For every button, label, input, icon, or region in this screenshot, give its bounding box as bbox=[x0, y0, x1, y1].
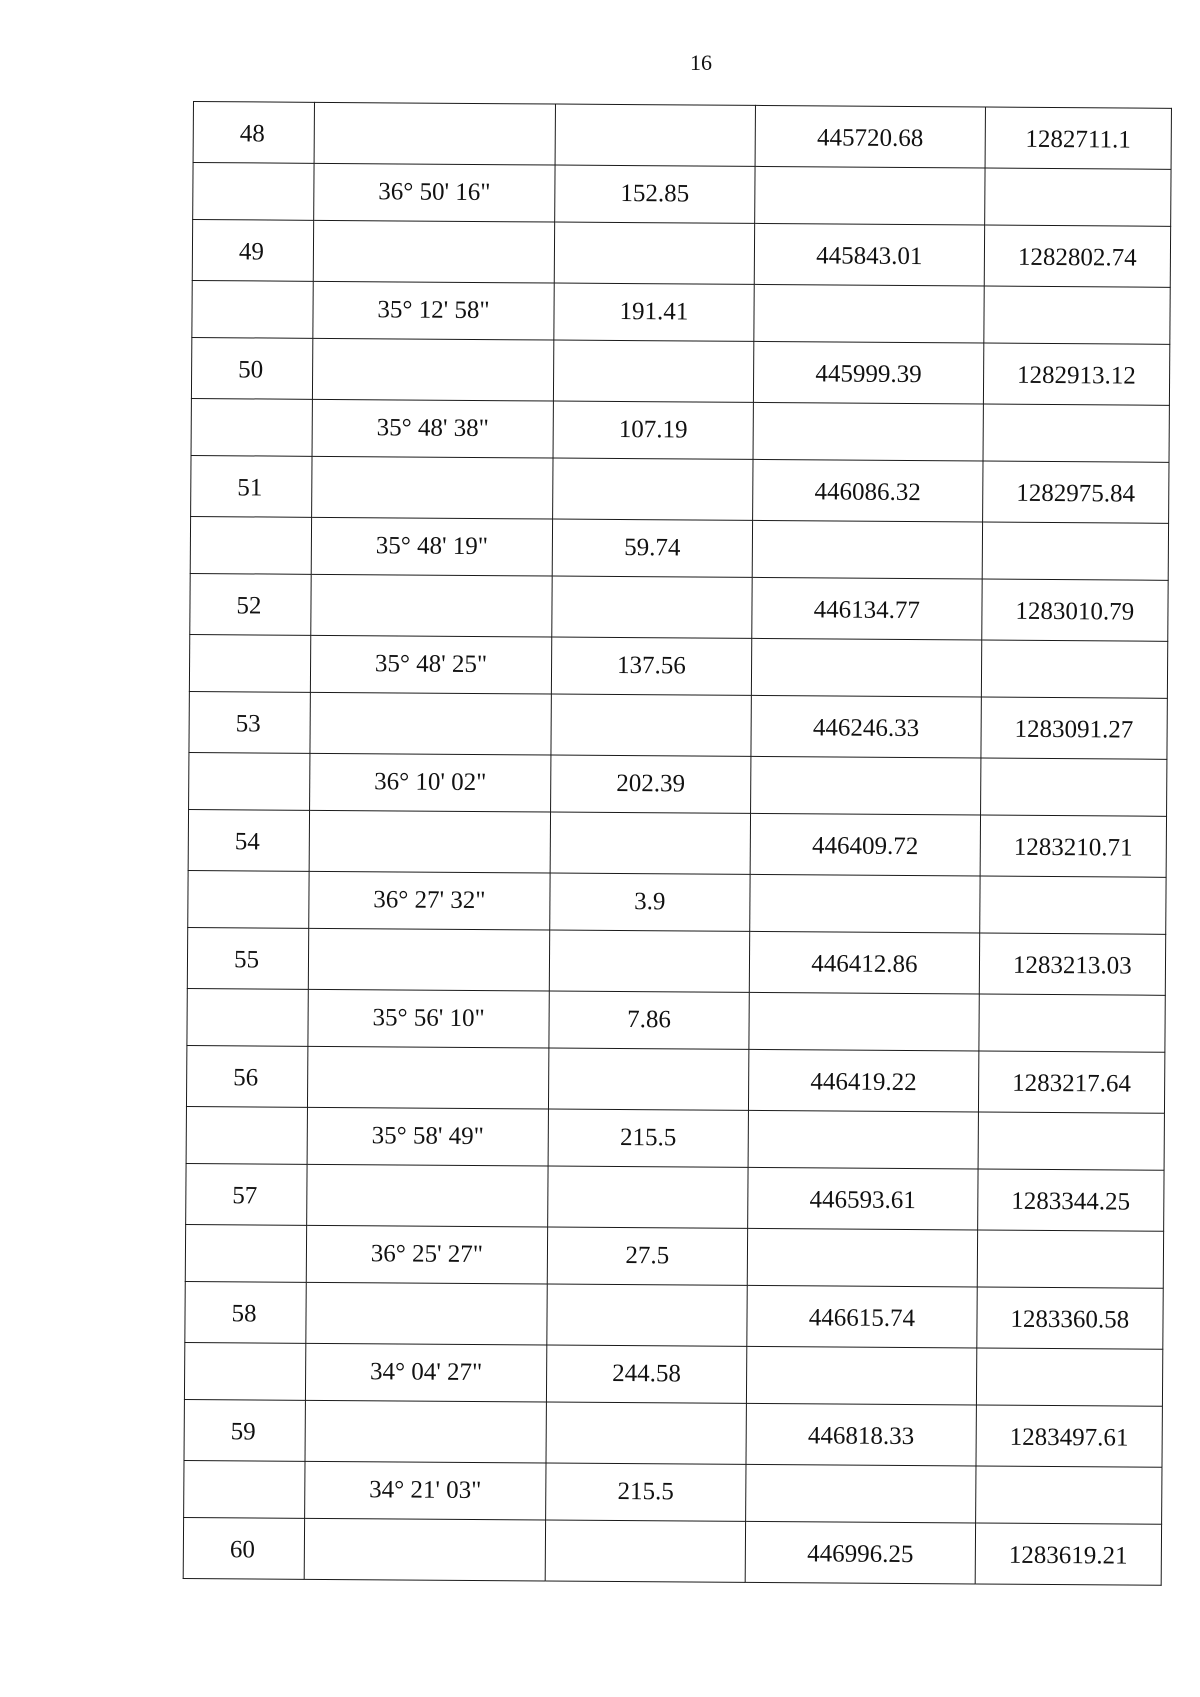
point-number-cell: 52 bbox=[190, 573, 312, 635]
point-number-cell: 50 bbox=[191, 337, 313, 399]
bearing-cell: 34° 21' 03" bbox=[305, 1461, 546, 1520]
bearing-cell: 34° 04' 27" bbox=[306, 1343, 547, 1402]
point-number-cell: 53 bbox=[189, 691, 311, 753]
x-coordinate-cell bbox=[750, 874, 980, 933]
station-row bbox=[191, 337, 1169, 405]
bearing-cell: 35° 56' 10" bbox=[308, 989, 549, 1048]
x-coordinate-cell bbox=[751, 756, 981, 815]
x-coordinate-cell bbox=[749, 992, 979, 1051]
bearing-cell bbox=[310, 692, 551, 755]
leg-row bbox=[186, 1106, 1164, 1170]
station-row bbox=[185, 1281, 1163, 1349]
bearing-cell bbox=[312, 456, 553, 519]
y-coordinate-cell: 1283010.79 bbox=[981, 579, 1168, 641]
y-coordinate-cell bbox=[979, 876, 1166, 934]
x-coordinate-cell bbox=[752, 520, 982, 579]
distance-cell bbox=[547, 1284, 748, 1346]
bearing-cell: 35° 58' 49" bbox=[307, 1107, 548, 1166]
y-coordinate-cell: 1283217.64 bbox=[978, 1051, 1165, 1113]
distance-cell bbox=[547, 1166, 748, 1228]
leg-row bbox=[184, 1342, 1162, 1406]
distance-cell bbox=[553, 340, 754, 402]
y-coordinate-cell bbox=[980, 758, 1167, 816]
station-row bbox=[192, 220, 1170, 288]
leg-row bbox=[185, 1224, 1163, 1288]
leg-row bbox=[187, 988, 1165, 1052]
x-coordinate-cell bbox=[755, 166, 985, 225]
x-coordinate-cell: 446134.77 bbox=[752, 577, 982, 640]
y-coordinate-cell bbox=[983, 404, 1170, 462]
distance-cell bbox=[545, 1520, 746, 1582]
bearing-cell bbox=[311, 574, 552, 637]
leg-row bbox=[184, 1460, 1162, 1524]
bearing-cell bbox=[309, 928, 550, 991]
point-number-cell bbox=[185, 1224, 307, 1282]
bearing-cell bbox=[307, 1164, 548, 1227]
y-coordinate-cell bbox=[984, 286, 1171, 344]
distance-cell: 27.5 bbox=[547, 1227, 748, 1285]
y-coordinate-cell: 1283210.71 bbox=[980, 815, 1167, 877]
point-number-cell bbox=[184, 1342, 306, 1400]
distance-cell: 3.9 bbox=[549, 873, 750, 931]
x-coordinate-cell bbox=[746, 1464, 976, 1523]
distance-cell: 152.85 bbox=[554, 165, 755, 223]
leg-row bbox=[188, 870, 1166, 934]
point-number-cell: 59 bbox=[184, 1399, 306, 1461]
leg-row bbox=[191, 398, 1169, 462]
y-coordinate-cell bbox=[984, 168, 1171, 226]
point-number-cell bbox=[188, 870, 310, 928]
distance-cell: 202.39 bbox=[550, 755, 751, 813]
distance-cell bbox=[555, 104, 756, 166]
survey-coordinates-table bbox=[183, 101, 1172, 1586]
distance-cell: 191.41 bbox=[554, 283, 755, 341]
bearing-cell: 35° 48' 25" bbox=[311, 635, 552, 694]
distance-cell bbox=[551, 694, 752, 756]
bearing-cell: 36° 25' 27" bbox=[307, 1225, 548, 1284]
x-coordinate-cell bbox=[748, 1110, 978, 1169]
point-number-cell bbox=[191, 398, 313, 456]
bearing-cell bbox=[304, 1518, 545, 1581]
station-row bbox=[190, 573, 1168, 641]
leg-row bbox=[192, 280, 1170, 344]
bearing-cell bbox=[313, 338, 554, 401]
distance-cell bbox=[546, 1402, 747, 1464]
x-coordinate-cell bbox=[747, 1228, 977, 1287]
y-coordinate-cell bbox=[978, 1112, 1165, 1170]
distance-cell: 107.19 bbox=[553, 401, 754, 459]
x-coordinate-cell: 445720.68 bbox=[755, 105, 985, 168]
x-coordinate-cell: 446412.86 bbox=[749, 931, 979, 994]
x-coordinate-cell: 446818.33 bbox=[746, 1403, 976, 1466]
bearing-cell: 36° 27' 32" bbox=[309, 871, 550, 930]
point-number-cell: 56 bbox=[186, 1045, 308, 1107]
x-coordinate-cell: 445999.39 bbox=[754, 341, 984, 404]
station-row bbox=[186, 1045, 1164, 1113]
station-row bbox=[184, 1399, 1162, 1467]
y-coordinate-cell: 1283344.25 bbox=[977, 1169, 1164, 1231]
point-number-cell: 57 bbox=[186, 1163, 308, 1225]
y-coordinate-cell bbox=[976, 1348, 1163, 1406]
y-coordinate-cell bbox=[982, 522, 1169, 580]
bearing-cell bbox=[308, 1046, 549, 1109]
distance-cell bbox=[552, 458, 753, 520]
bearing-cell bbox=[314, 102, 555, 165]
y-coordinate-cell: 1282711.1 bbox=[985, 107, 1172, 169]
y-coordinate-cell: 1283619.21 bbox=[975, 1523, 1162, 1585]
point-number-cell: 58 bbox=[185, 1281, 307, 1343]
x-coordinate-cell: 445843.01 bbox=[754, 223, 984, 286]
y-coordinate-cell: 1283091.27 bbox=[981, 697, 1168, 759]
point-number-cell bbox=[193, 163, 315, 221]
distance-cell bbox=[548, 1048, 749, 1110]
leg-row bbox=[189, 634, 1167, 698]
station-row bbox=[183, 1517, 1161, 1585]
point-number-cell: 49 bbox=[192, 220, 314, 282]
bearing-cell bbox=[306, 1282, 547, 1345]
distance-cell: 7.86 bbox=[549, 991, 750, 1049]
point-number-cell: 60 bbox=[183, 1517, 305, 1579]
point-number-cell bbox=[186, 1106, 308, 1164]
leg-row bbox=[193, 163, 1171, 227]
x-coordinate-cell: 446246.33 bbox=[751, 695, 981, 758]
y-coordinate-cell: 1283360.58 bbox=[977, 1287, 1164, 1349]
point-number-cell: 54 bbox=[188, 809, 310, 871]
y-coordinate-cell: 1283497.61 bbox=[976, 1405, 1163, 1467]
y-coordinate-cell bbox=[981, 640, 1168, 698]
y-coordinate-cell: 1282913.12 bbox=[983, 343, 1170, 405]
y-coordinate-cell: 1283213.03 bbox=[979, 933, 1166, 995]
distance-cell: 215.5 bbox=[548, 1109, 749, 1167]
leg-row bbox=[189, 752, 1167, 816]
distance-cell: 59.74 bbox=[552, 519, 753, 577]
distance-cell bbox=[549, 930, 750, 992]
point-number-cell: 51 bbox=[191, 455, 313, 517]
point-number-cell: 48 bbox=[193, 102, 315, 164]
station-row bbox=[189, 691, 1167, 759]
y-coordinate-cell bbox=[977, 1230, 1164, 1288]
x-coordinate-cell: 446996.25 bbox=[745, 1521, 975, 1584]
table-body bbox=[183, 102, 1171, 1586]
y-coordinate-cell bbox=[975, 1466, 1162, 1524]
x-coordinate-cell bbox=[753, 402, 983, 461]
x-coordinate-cell: 446086.32 bbox=[753, 459, 983, 522]
distance-cell: 244.58 bbox=[546, 1345, 747, 1403]
distance-cell: 137.56 bbox=[551, 637, 752, 695]
y-coordinate-cell: 1282802.74 bbox=[984, 225, 1171, 287]
station-row bbox=[187, 927, 1165, 995]
bearing-cell: 35° 48' 19" bbox=[311, 517, 552, 576]
point-number-cell: 55 bbox=[187, 927, 309, 989]
bearing-cell: 36° 50' 16" bbox=[314, 163, 555, 222]
x-coordinate-cell bbox=[747, 1346, 977, 1405]
bearing-cell: 35° 12' 58" bbox=[313, 281, 554, 340]
station-row bbox=[188, 809, 1166, 877]
point-number-cell bbox=[192, 280, 314, 338]
bearing-cell bbox=[314, 220, 555, 283]
distance-cell bbox=[552, 576, 753, 638]
station-row bbox=[191, 455, 1169, 523]
point-number-cell bbox=[184, 1460, 306, 1518]
leg-row bbox=[190, 516, 1168, 580]
station-row bbox=[186, 1163, 1164, 1231]
bearing-cell: 36° 10' 02" bbox=[310, 753, 551, 812]
point-number-cell bbox=[189, 752, 311, 810]
y-coordinate-cell: 1282975.84 bbox=[982, 461, 1169, 523]
point-number-cell bbox=[190, 516, 312, 574]
distance-cell bbox=[550, 812, 751, 874]
x-coordinate-cell: 446419.22 bbox=[749, 1049, 979, 1112]
bearing-cell: 35° 48' 38" bbox=[312, 399, 553, 458]
x-coordinate-cell: 446409.72 bbox=[750, 813, 980, 876]
point-number-cell bbox=[189, 634, 311, 692]
bearing-cell bbox=[305, 1400, 546, 1463]
x-coordinate-cell bbox=[754, 284, 984, 343]
point-number-cell bbox=[187, 988, 309, 1046]
distance-cell: 215.5 bbox=[545, 1463, 746, 1521]
x-coordinate-cell: 446615.74 bbox=[747, 1285, 977, 1348]
page-number: 16 bbox=[690, 50, 712, 75]
station-row bbox=[193, 102, 1171, 170]
bearing-cell bbox=[309, 810, 550, 873]
y-coordinate-cell bbox=[979, 994, 1166, 1052]
x-coordinate-cell: 446593.61 bbox=[748, 1167, 978, 1230]
distance-cell bbox=[554, 222, 755, 284]
x-coordinate-cell bbox=[751, 638, 981, 697]
